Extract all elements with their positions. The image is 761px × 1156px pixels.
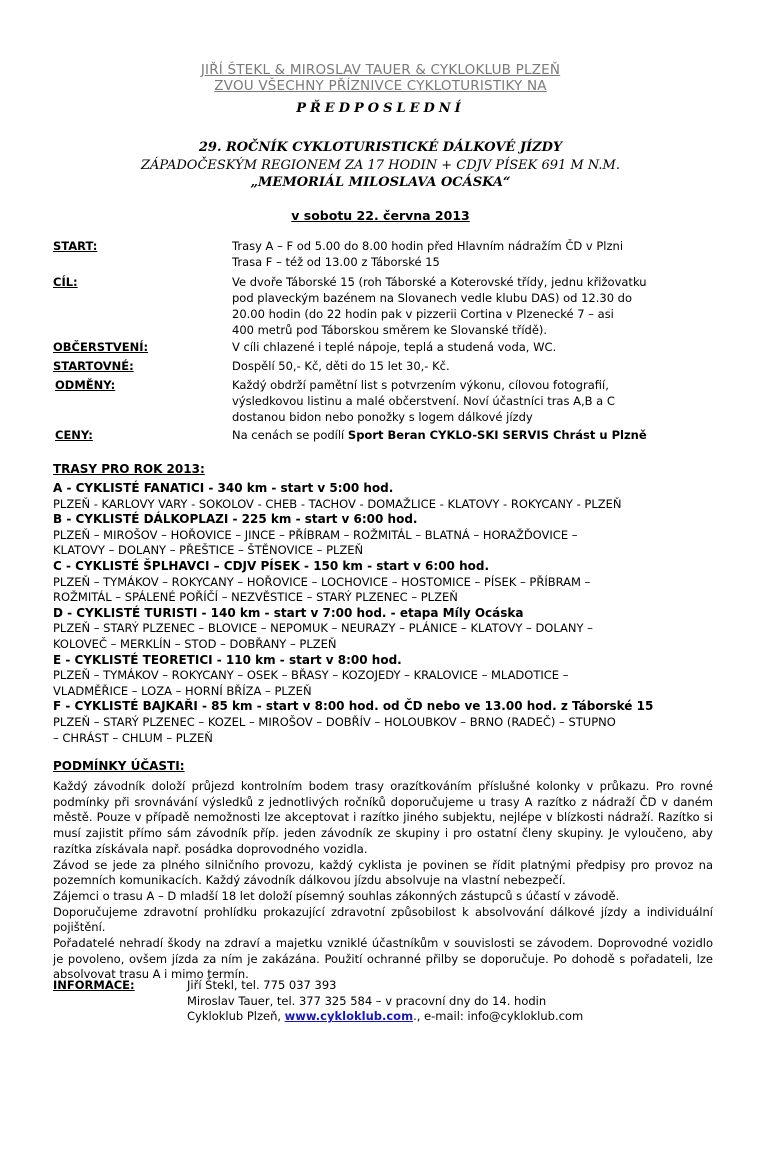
route-b <box>53 512 723 559</box>
rewards-line: dostanou bidon nebo ponožky s logem dálkové jízdy <box>232 410 533 424</box>
prizes-value <box>232 427 712 443</box>
route-cities: VLADMĚŘICE – LOZA – HORNÍ BŘÍZA – PLZEŇ <box>53 683 312 698</box>
route-cities: PLZEŇ – TYMÁKOV – ROKYCANY – HOŘOVICE – LOCHOVICE – HOSTOMICE – PÍSEK – PŘÍBRAM – <box>53 574 591 589</box>
organizers-line-2: ZVOU VŠECHNY PŘÍZNIVCE CYKLOTURISTIKY NA <box>214 78 547 94</box>
route-cities: PLZEŇ – STARÝ PLZENEC – BLOVICE – NEPOMUK – NEURAZY – PLÁNICE – KLATOVY – DOLANY – <box>53 621 593 636</box>
condition-paragraph: Každý závodník doloží průjezd kontrolním bodem trasy orazítkováním příslušné kolonky v průkazu. Pro rovné podmínky při srovnávání výsledků z jednotlivých ročníků doporučujeme u trasy A razítko z nádraží ČD v daném městě. Pouze v případě nemožnosti lze akceptovat i razítko jiného subjektu, nejlépe v blízkosti nádraží. Razítko si musí zajistit přímo sám závodník příp. jeden závodník ze skupiny i pro ostatní členy skupiny. Je vyloučeno, aby razítka získávala např. posádka doprovodného vozidla. <box>53 779 713 856</box>
event-date: v sobotu 22. června 2013 <box>291 208 470 223</box>
route-d <box>53 606 723 653</box>
penultimate-heading: PŘEDPOSLEDNÍ <box>296 101 465 116</box>
finish-line: Ve dvoře Táborské 15 (roh Táborské a Koterovské třídy, jednu křižovatku <box>232 275 647 289</box>
event-title <box>0 139 761 192</box>
conditions-text <box>53 779 713 983</box>
route-cities: KLATOVY – DOLANY – PŘEŠTICE – ŠTĚNOVICE – PLZEŇ <box>53 543 364 558</box>
route-cities: PLZEŇ – TYMÁKOV – ROKYCANY – OSEK – BŘASY – KOZOJEDY – KRALOVICE – MLADOTICE – <box>53 668 569 683</box>
route-title: C - CYKLISTÉ ŠPLHAVCI – CDJV PÍSEK - 150 km - start v 6:00 hod. <box>53 558 490 573</box>
club-website-link[interactable]: www.cykloklub.com <box>284 1009 414 1024</box>
route-a <box>53 481 723 512</box>
refreshment-label: OBČERSTVENÍ: <box>53 340 149 354</box>
start-line: Trasy A – F od 5.00 do 8.00 hodin před Hlavním nádražím ČD v Plzni <box>232 239 624 253</box>
route-cities: PLZEŇ – MIROŠOV – HOŘOVICE – JINCE – PŘÍBRAM – ROŽMITÁL – BLATNÁ – HORAŽĎOVICE – <box>53 527 578 542</box>
route-cities: PLZEŇ - KARLOVY VARY - SOKOLOV - CHEB - TACHOV - DOMAŽLICE - KLATOVY - ROKYCANY - PLZEŇ <box>53 496 622 511</box>
contact-line: Jiří Štekl, tel. 775 037 393 <box>187 978 337 992</box>
organizers-heading <box>0 62 761 94</box>
route-f <box>53 699 723 746</box>
finish-value <box>232 274 712 338</box>
rewards-label: ODMĚNY: <box>55 378 116 392</box>
contact-values <box>187 978 583 1025</box>
club-email: ., e-mail: info@cykloklub.com <box>413 1009 584 1024</box>
event-title-line-3: „MEMORIÁL MILOSLAVA OCÁSKA“ <box>250 175 511 190</box>
conditions-heading: PODMÍNKY ÚČASTI: <box>53 759 185 773</box>
route-title: F - CYKLISTÉ BAJKAŘI - 85 km - start v 8:00 hod. od ČD nebo ve 13.00 hod. z Táborské 15 <box>53 699 654 714</box>
condition-paragraph: Pořadatelé nehradí škody na zdraví a majetku vzniklé účastníkům v souvislosti se závodem. Doprovodné vozidlo je povoleno, ovšem jízda za ním je zakázána. Použití ochranné přilby se doporučuje. Po dohodě s pořadateli, lze absolvovat trasu A i mimo termín. <box>53 936 713 982</box>
event-title-line-2: ZÁPADOČESKÝM REGIONEM ZA 17 HODIN + CDJV PÍSEK 691 M N.M. <box>141 157 620 173</box>
prizes-prefix: Na cenách se podílí <box>232 428 348 442</box>
route-e <box>53 653 723 700</box>
route-cities: PLZEŇ – STARÝ PLZENEC – KOZEL – MIROŠOV – DOBŘÍV – HOLOUBKOV – BRNO (RADEČ) – STUPNO <box>53 714 616 729</box>
route-title: B - CYKLISTÉ DÁLKOPLAZI - 225 km - start v 6:00 hod. <box>53 512 418 527</box>
prizes-sponsor: Sport Beran CYKLO-SKI SERVIS Chrást u Plzně <box>347 428 647 442</box>
condition-paragraph: Závod se jede za plného silničního provozu, každý cyklista je povinen se řídit platnými předpisy pro provoz na pozemních komunikacích. Každý závodník dálkovou jízdu absolvuje na vlastní nebezpečí. <box>53 857 713 888</box>
routes-list <box>53 481 723 746</box>
rewards-line: výsledkovou listinu a malé občerstvení. Noví účastníci tras A,B a C <box>232 394 615 408</box>
contact-line <box>187 1009 583 1025</box>
finish-line: pod plaveckým bazénem na Slovanech vedle klubu DAS) od 12.30 do <box>232 291 632 305</box>
route-cities: ROŽMITÁL – SPÁLENÉ POŘÍČÍ – NEZVĚSTICE – STARÝ PLZENEC – PLZEŇ <box>53 590 458 605</box>
contact-line: Miroslav Tauer, tel. 377 325 584 – v pracovní dny do 14. hodin <box>187 993 547 1008</box>
start-line: Trasa F – též od 13.00 z Táborské 15 <box>232 255 440 269</box>
finish-label: CÍL: <box>53 275 78 289</box>
condition-paragraph: Zájemci o trasu A – D mladší 18 let doloží písemný souhlas zákonných zástupců s účastí v závodě. <box>53 888 620 903</box>
club-name: Cykloklub Plzeň, <box>187 1009 285 1024</box>
rewards-value <box>232 377 712 425</box>
route-title: D - CYKLISTÉ TURISTI - 140 km - start v 7:00 hod. - etapa Míly Ocáska <box>53 605 524 620</box>
route-title: E - CYKLISTÉ TEORETICI - 110 km - start v 8:00 hod. <box>53 652 402 667</box>
rewards-line: Každý obdrží pamětní list s potvrzením výkonu, cílovou fotografií, <box>232 378 609 392</box>
organizers-line-1: JIŘÍ ŠTEKL & MIROSLAV TAUER & CYKLOKLUB PLZEŇ <box>200 62 561 78</box>
route-cities: KOLOVEČ – MERKLÍN – STOD – DOBŘANY – PLZEŇ <box>53 636 337 651</box>
finish-line: 400 metrů pod Táborskou směrem ke Slovanské třídě). <box>232 323 548 337</box>
route-c <box>53 559 723 606</box>
start-value <box>232 238 712 270</box>
route-cities: – CHRÁST – CHLUM – PLZEŇ <box>53 730 213 745</box>
finish-line: 20.00 hodin (do 22 hodin pak v pizzerii Cortina v Plzenecké 7 – asi <box>232 307 614 321</box>
refreshment-value: V cíli chlazené i teplé nápoje, teplá a studená voda, WC. <box>232 340 557 354</box>
route-title: A - CYKLISTÉ FANATICI - 340 km - start v 5:00 hod. <box>53 481 394 495</box>
prizes-label: CENY: <box>55 428 93 442</box>
contact-label: INFORMACE: <box>53 978 135 992</box>
event-title-line-1: 29. ROČNÍK CYKLOTURISTICKÉ DÁLKOVÉ JÍZDY <box>198 140 563 155</box>
start-label: START: <box>53 239 98 253</box>
condition-paragraph: Doporučujeme zdravotní prohlídku prokazující zdravotní způsobilost k absolvování dálkové jízdy a individuální pojištění. <box>53 904 713 935</box>
routes-heading: TRASY PRO ROK 2013: <box>53 462 205 476</box>
fee-label: STARTOVNÉ: <box>53 359 134 373</box>
fee-value: Dospělí 50,- Kč, děti do 15 let 30,- Kč. <box>232 359 450 373</box>
